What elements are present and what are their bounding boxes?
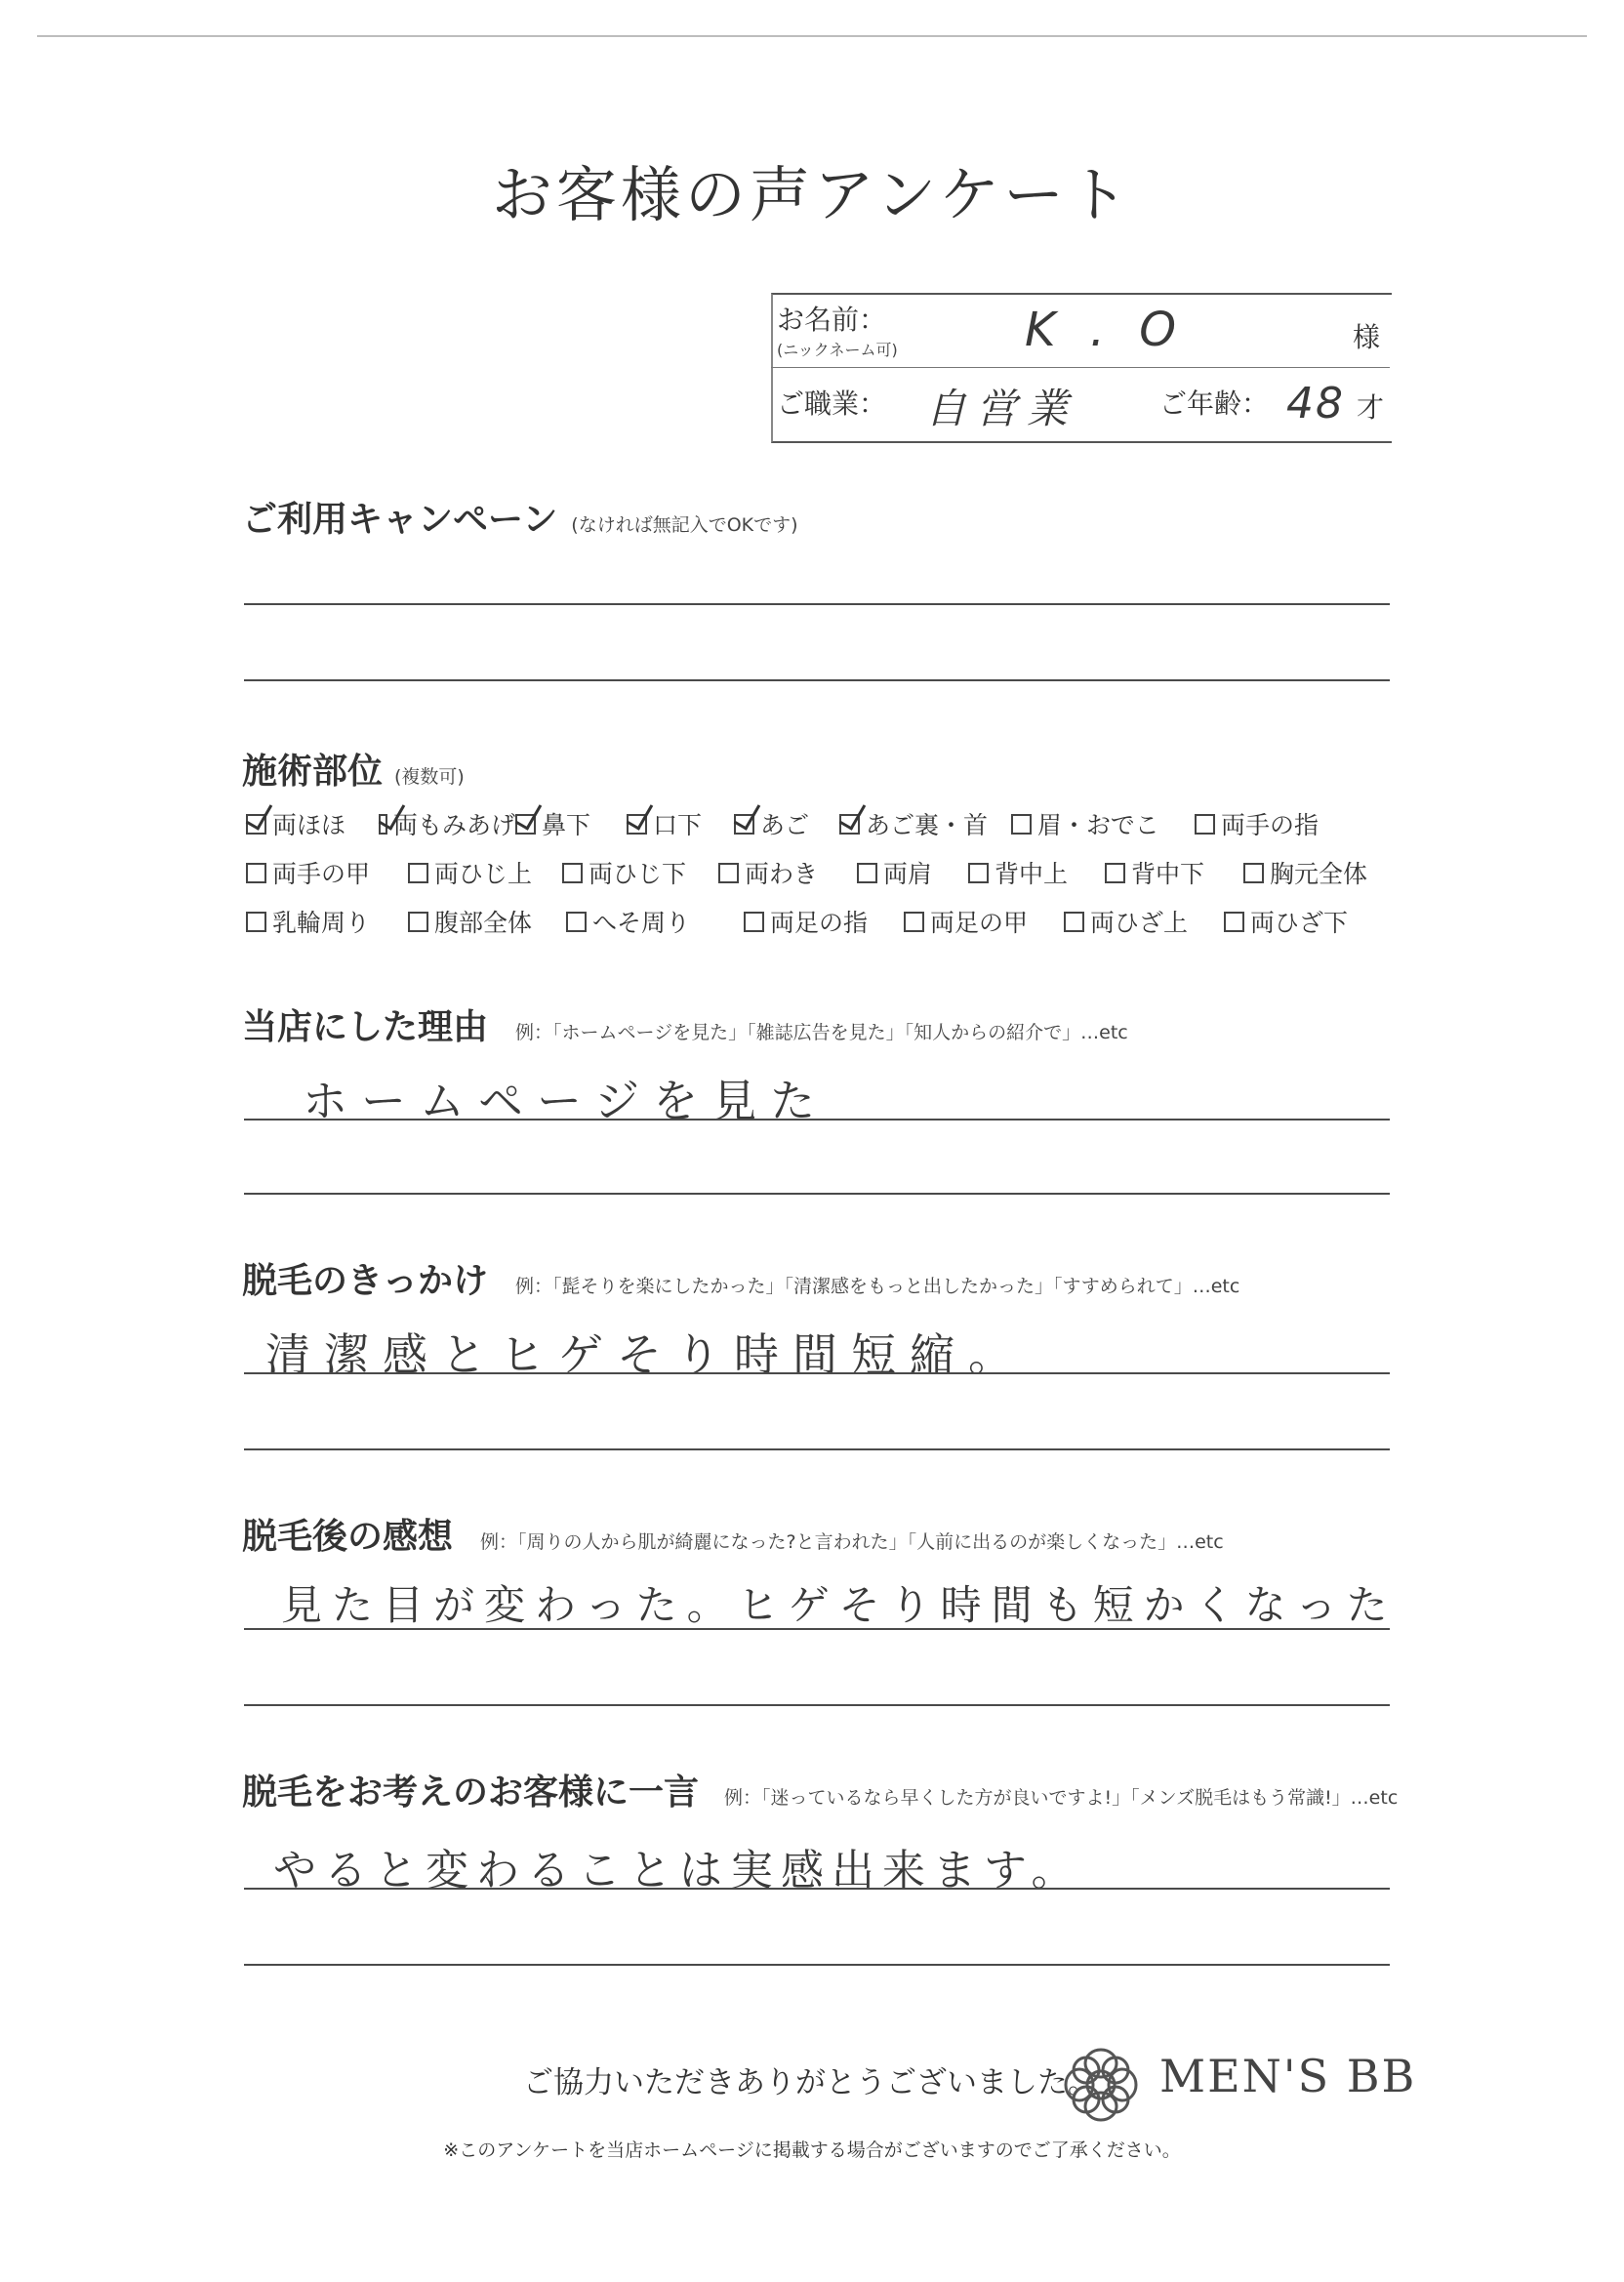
checkbox-label: あご裏・首 <box>866 811 989 839</box>
checkbox-item[interactable] <box>904 904 1064 939</box>
checkbox-item[interactable] <box>246 855 408 890</box>
parts-row-3 <box>246 904 1398 939</box>
checkbox-empty-icon[interactable] <box>1224 912 1244 932</box>
impression-answer[interactable]: 見た目が変わった。ヒゲそり時間も短かくなった <box>281 1581 1398 1629</box>
checkbox-empty-icon[interactable] <box>1243 863 1264 883</box>
reason-example: 例：「ホームページを見た」「雑誌広告を見た」「知人からの紹介で」…etc <box>515 1022 1128 1043</box>
checkbox-label: 背中上 <box>995 860 1069 888</box>
checkbox-empty-icon[interactable] <box>857 863 877 883</box>
message-line-2[interactable] <box>244 1964 1390 1966</box>
message-heading: 脱毛をお考えのお客様に一言 <box>242 1772 700 1813</box>
checkbox-checked-icon[interactable] <box>379 814 387 835</box>
message-answer[interactable]: やると変わることは実感出来ます。 <box>273 1846 1082 1895</box>
checkbox-checked-icon[interactable] <box>246 814 266 835</box>
checkbox-empty-icon[interactable] <box>1195 814 1215 835</box>
campaign-header <box>242 492 798 542</box>
checkbox-label: 両ほほ <box>272 811 346 839</box>
checkbox-label: 両ひじ上 <box>434 860 533 888</box>
checkbox-label: 両ひざ上 <box>1090 909 1189 937</box>
name-value[interactable]: K . O <box>1025 303 1187 357</box>
checkbox-item[interactable] <box>734 806 839 841</box>
checkbox-checked-icon[interactable] <box>734 814 754 835</box>
checkbox-label: 両足の甲 <box>930 909 1029 937</box>
thanks-message: ご協力いただきありがとうございました。 <box>523 2065 1098 2100</box>
reason-line-1[interactable] <box>244 1119 1390 1121</box>
brand-name: MEN'S BB <box>1159 2050 1417 2102</box>
checkbox-empty-icon[interactable] <box>744 912 764 932</box>
top-divider <box>37 35 1587 37</box>
trigger-answer[interactable]: 清潔感とヒゲそり時間短縮。 <box>265 1328 1027 1381</box>
parts-heading: 施術部位 <box>242 751 384 792</box>
checkbox-label: 鼻下 <box>542 811 591 839</box>
checkbox-item[interactable] <box>1011 806 1195 841</box>
checkbox-label: 眉・おでこ <box>1037 811 1159 839</box>
checkbox-item[interactable] <box>408 855 562 890</box>
age-suffix: 才 <box>1357 391 1385 424</box>
name-label: お名前： <box>777 304 887 336</box>
job-label: ご職業： <box>777 387 887 420</box>
checkbox-item[interactable] <box>1243 855 1390 890</box>
checkbox-label: 腹部全体 <box>434 909 533 937</box>
job-value[interactable]: 自営業 <box>925 385 1078 432</box>
checkbox-item[interactable] <box>744 904 904 939</box>
checkbox-label: 両ひじ下 <box>589 860 687 888</box>
checkbox-label: 乳輪周り <box>272 909 371 937</box>
checkbox-item[interactable] <box>246 904 408 939</box>
trigger-line-1[interactable] <box>244 1372 1390 1374</box>
campaign-line-1[interactable] <box>244 603 1390 605</box>
campaign-line-2[interactable] <box>244 679 1390 681</box>
checkbox-label: 両手の甲 <box>272 860 371 888</box>
checkbox-empty-icon[interactable] <box>1105 863 1125 883</box>
checkbox-label: 両足の指 <box>770 909 869 937</box>
checkbox-label: 口下 <box>653 811 703 839</box>
checkbox-item[interactable] <box>562 855 718 890</box>
checkbox-label: 両もみあげ <box>392 811 515 839</box>
checkbox-checked-icon[interactable] <box>839 814 860 835</box>
checkbox-item[interactable] <box>1105 855 1243 890</box>
checkbox-checked-icon[interactable] <box>515 814 536 835</box>
camellia-logo-icon <box>1056 2040 1146 2130</box>
checkbox-item[interactable] <box>1064 904 1224 939</box>
name-sub-label: (ニックネーム可) <box>777 341 898 359</box>
checkbox-empty-icon[interactable] <box>566 912 587 932</box>
checkbox-empty-icon[interactable] <box>1064 912 1084 932</box>
checkbox-item[interactable] <box>627 806 734 841</box>
checkbox-item[interactable] <box>408 904 566 939</box>
checkbox-item[interactable] <box>1195 806 1321 841</box>
message-line-1[interactable] <box>244 1888 1390 1890</box>
checkbox-label: あご <box>760 811 810 839</box>
checkbox-label: 両肩 <box>883 860 933 888</box>
checkbox-empty-icon[interactable] <box>968 863 989 883</box>
checkbox-item[interactable] <box>839 806 1011 841</box>
parts-row-1 <box>246 806 1398 841</box>
reason-header <box>242 999 1128 1049</box>
checkbox-checked-icon[interactable] <box>627 814 647 835</box>
checkbox-item[interactable] <box>246 806 379 841</box>
trigger-heading: 脱毛のきっかけ <box>242 1260 489 1301</box>
checkbox-label: 胸元全体 <box>1270 860 1368 888</box>
reason-answer[interactable]: ホームページを見た <box>303 1075 830 1127</box>
impression-header <box>242 1509 1224 1559</box>
message-header <box>242 1765 1398 1814</box>
survey-title: お客様の声アンケート <box>491 159 1133 230</box>
checkbox-label: 両ひざ下 <box>1250 909 1349 937</box>
checkbox-label: へそ周り <box>592 909 691 937</box>
trigger-line-2[interactable] <box>244 1448 1390 1450</box>
trigger-example: 例：「髭そりを楽にしたかった」「清潔感をもっと出したかった」「すすめられて」…etc <box>515 1276 1240 1297</box>
impression-line-2[interactable] <box>244 1704 1390 1706</box>
checkbox-empty-icon[interactable] <box>408 863 428 883</box>
impression-line-1[interactable] <box>244 1628 1390 1630</box>
trigger-header <box>242 1253 1239 1303</box>
age-label: ご年齢： <box>1159 387 1270 420</box>
parts-row-2 <box>246 855 1398 890</box>
checkbox-label: 背中下 <box>1131 860 1205 888</box>
message-example: 例：「迷っているなら早くした方が良いですよ!」「メンズ脱毛はもう常識!」…etc <box>724 1787 1399 1809</box>
campaign-note: (なければ無記入でOKです) <box>571 514 798 536</box>
checkbox-empty-icon[interactable] <box>1011 814 1032 835</box>
checkbox-empty-icon[interactable] <box>718 863 739 883</box>
checkbox-item[interactable] <box>566 904 744 939</box>
parts-header <box>242 744 465 794</box>
parts-note: (複数可) <box>394 766 465 788</box>
checkbox-empty-icon[interactable] <box>246 912 266 932</box>
impression-example: 例：「周りの人から肌が綺麗になった?と言われた」「人前に出るのが楽しくなった」…etc <box>480 1531 1224 1553</box>
checkbox-empty-icon[interactable] <box>408 912 428 932</box>
publication-note: ※このアンケートを当店ホームページに掲載する場合がございますのでご了承ください。 <box>443 2139 1181 2161</box>
checkbox-label: 両わき <box>745 860 819 888</box>
checkbox-item[interactable] <box>857 855 968 890</box>
checkbox-item[interactable] <box>515 806 627 841</box>
name-suffix: 様 <box>1353 321 1381 353</box>
checkbox-empty-icon[interactable] <box>904 912 924 932</box>
checkbox-item[interactable] <box>1224 904 1370 939</box>
reason-heading: 当店にした理由 <box>242 1006 489 1047</box>
info-box-divider <box>771 367 1390 368</box>
checkbox-item[interactable] <box>968 855 1105 890</box>
reason-line-2[interactable] <box>244 1193 1390 1195</box>
checkbox-item[interactable] <box>718 855 857 890</box>
checkbox-empty-icon[interactable] <box>246 863 266 883</box>
checkbox-item[interactable] <box>379 806 515 841</box>
campaign-heading: ご利用キャンペーン <box>242 499 558 540</box>
checkbox-label: 両手の指 <box>1221 811 1320 839</box>
checkbox-empty-icon[interactable] <box>562 863 583 883</box>
impression-heading: 脱毛後の感想 <box>242 1516 454 1557</box>
age-value[interactable]: 48 <box>1286 379 1345 428</box>
